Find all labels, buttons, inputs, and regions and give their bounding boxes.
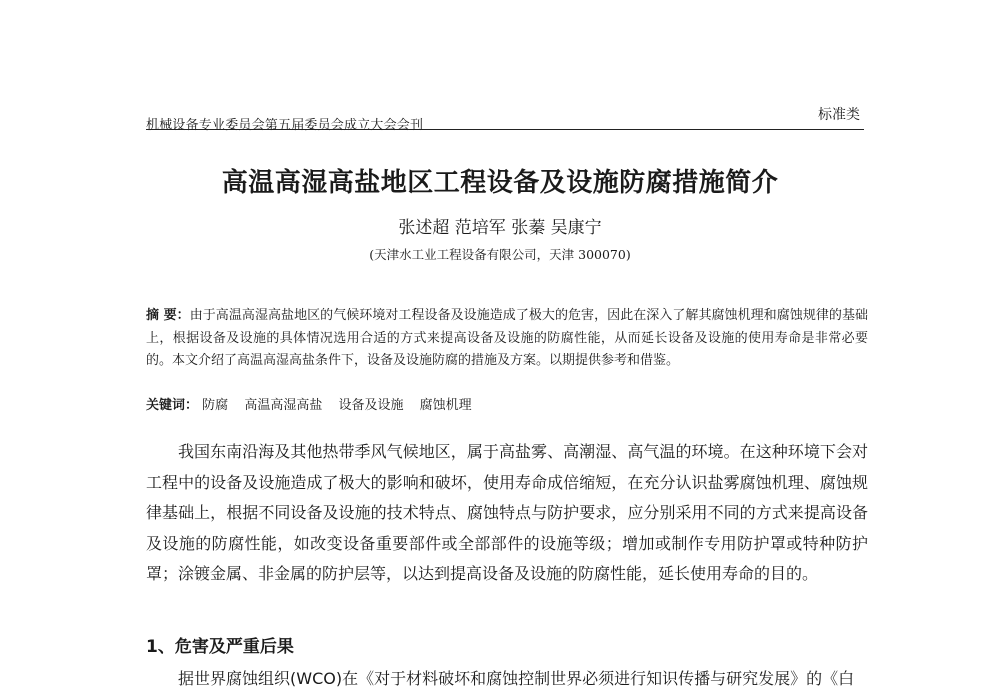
author-list: 张述超 范培军 张蓁 吴康宁 (398, 218, 602, 238)
abstract-text: 由于高温高湿高盐地区的气候环境对工程设备及设施造成了极大的危害，因此在深入了解其腐蚀机理和腐蚀规律的基础上，根据设备及设施的具体情况选用合适的方式来提高设备及设施的防腐性能，从而延长设备及设施的使用寿命是非常必要的。本文介绍了高温高湿高盐条件下，设备及设施防腐的措施及方案。以期提供参考和借鉴。 (146, 308, 868, 368)
keyword: 高温高湿高盐 (244, 398, 323, 413)
author-affiliation: (天津水工业工程设备有限公司，天津 300070) (369, 247, 631, 262)
keyword: 设备及设施 (338, 398, 404, 413)
abstract-label: 摘 要： (146, 308, 190, 323)
body-text-line: 据世界腐蚀组织(WCO)在《对于材料破坏和腐蚀控制世界必须进行知识传播与研究发展》的《白 (178, 669, 855, 688)
running-header-category: 标准类 (818, 107, 860, 123)
running-header-left: 机械设备专业委员会第五届委员会成立大会会刊 (146, 118, 424, 133)
header-rule (146, 129, 864, 130)
keyword: 防腐 (202, 398, 229, 413)
keywords-label: 关键词： (146, 398, 199, 413)
section-heading: 1、危害及严重后果 (146, 637, 294, 657)
keywords-line (146, 394, 484, 413)
intro-paragraph: 我国东南沿海及其他热带季风气候地区，属于高盐雾、高潮湿、高气温的环境。在这种环境下会对工程中的设备及设施造成了极大的影响和破坏，使用寿命成倍缩短，在充分认识盐雾腐蚀机理、腐蚀规律基础上，根据不同设备及设施的技术特点、腐蚀特点与防护要求，应分别采用不同的方式来提高设备及设施的防腐性能，如改变设备重要部件或全部部件的设施等级；增加或制作专用防护罩或特种防护罩；涂镀金属、非金属的防护层等，以达到提高设备及设施的防腐性能，延长使用寿命的目的。 (146, 442, 868, 584)
keyword: 腐蚀机理 (419, 398, 472, 413)
abstract-block (146, 305, 868, 373)
article-title: 高温高湿高盐地区工程设备及设施防腐措施简介 (221, 168, 779, 198)
